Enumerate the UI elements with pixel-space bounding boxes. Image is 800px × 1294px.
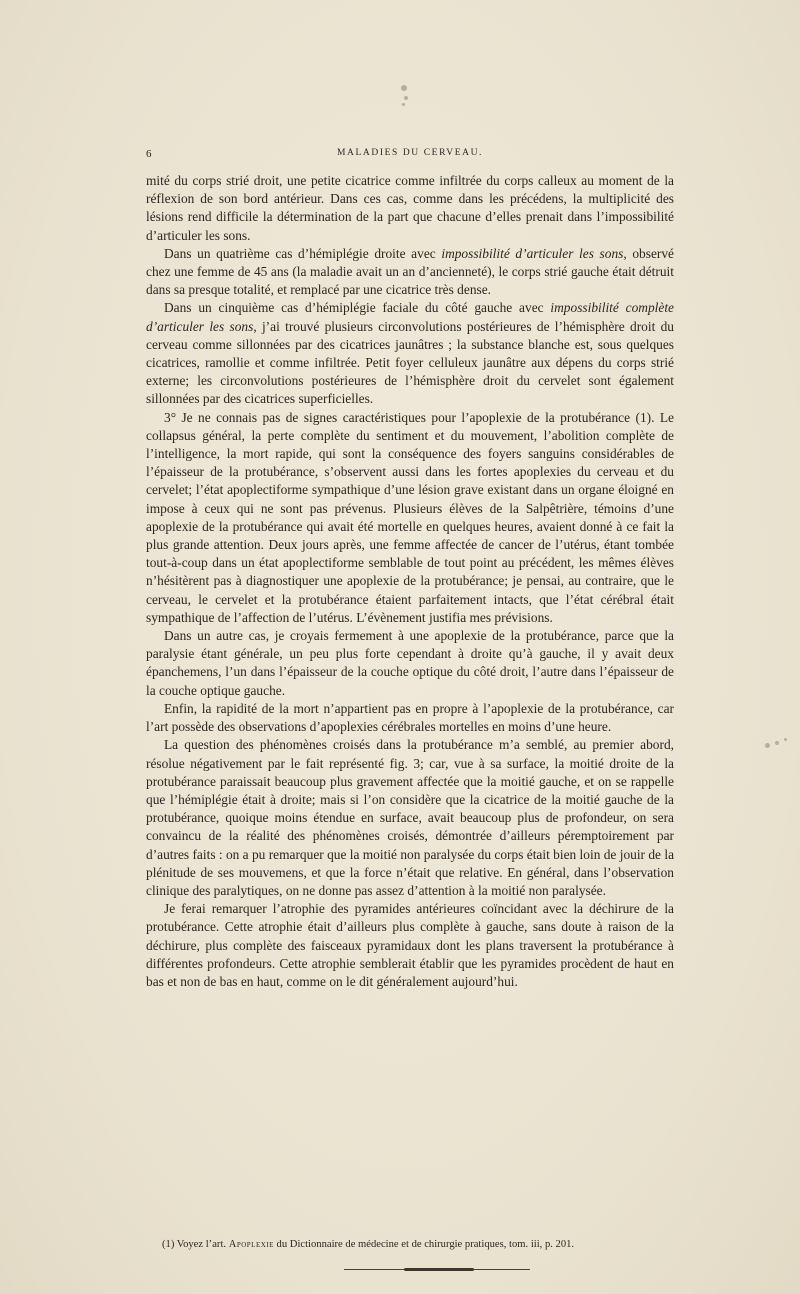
footnote-article-name: Apoplexie [228,1239,274,1250]
paragraph [146,700,674,736]
page-number: 6 [146,148,152,160]
paragraph [146,736,674,900]
paragraph [146,299,674,408]
text-run: mité du corps strié droit, une petite cicatrice comme infiltrée du corps calleux au moment de la réflexion de son bord antérieur. Dans ces cas, comme dans les précédens, la multiplicité des lésions rend difficile la détermination de la part que chacune d’elles prenait dans l’impossibilité d’articuler les sons. [146,173,674,243]
italic-phrase: impossibilité d’articuler les sons [441,245,624,261]
footnote-prefix: (1) Voyez l’art. [162,1239,229,1250]
text-run: Enfin, la rapidité de la mort n’appartient pas en propre à l’apoplexie de la protubérance, car l’art possède des observations d’apoplexies cérébrales mortelles en moins d’une heure. [146,700,674,735]
italic-phrase: impossibilité complète d’articuler les sons [146,300,674,334]
text-run: 3° Je ne connais pas de signes caractéristiques pour l’apoplexie de la protubérance (1). Le collapsus général, la perte complète du sentiment et du mouvement, l’abolition complète de l’intelligence, la mort rapide, qui sont la conséquence des foyers sanguins considérables de l’épaisseur de la protubérance, s’observent aussi dans les fortes apoplexies du cerveau et du cervelet; l’état apoplectiforme sympathique d’une lésion grave existant dans un organe éloigné en impose à ceux qui ne sont pas prévenus. Plusieurs élèves de la Salpêtrière, témoins d’une apoplexie de la protubérance qui avait été mortelle en quelques heures, avaient donné à ce fait la plus grande attention. Deux jours après, une femme affectée de cancer de l’utérus, étant tombée tout-à-coup dans un état apoplectiforme semblable de tout point au précédent, les mêmes élèves n’hésitèrent pas à diagnostiquer une apoplexie de la protubérance; je pensai, au contraire, que le cerveau, le cervelet et la protubérance étaient parfaitement intacts, que l’état cérébral était sympathique de l’affection de l’utérus. L’évènement justifia mes prévisions. [146,409,674,625]
text-run: Dans un autre cas, je croyais fermement à une apoplexie de la protubérance, parce que la paralysie étant générale, un peu plus forte cependant à droite qu’à gauche, il y avait deux épanchemens, l’un dans l’épaisseur de la couche optique du côté droit, l’autre dans l’épaisseur de la couche optique gauche. [146,628,674,698]
paragraph [146,409,674,627]
rule-swell [404,1268,474,1271]
text-run: Dans un quatrième cas d’hémiplégie droite avec [164,245,442,261]
text-run: , observé chez une femme de 45 ans (la maladie avait un an d’ancienneté), le corps strié gauche était détruit dans sa presque totalité, et remplacé par une cicatrice très dense. [146,245,674,298]
paragraph [146,245,674,300]
paragraph [146,900,674,991]
ink-spot [402,103,405,106]
text-run: , j’ai trouvé plusieurs circonvolutions postérieures de l’hémisphère droit du cerveau comme sillonnées par des cicatrices jaunâtres ; la substance blanche est, sous quelques cicatrices, ramollie et comme infiltrée. Petit foyer celluleux jaunâtre aux dépens du corps strié externe; les circonvolutions postérieures de l’hémisphère droit du cervelet sont également sillonnées par des cicatrices superficielles. [146,318,674,407]
text-run: Dans un cinquième cas d’hémiplégie faciale du côté gauche avec [164,300,551,316]
ink-spot [401,85,407,91]
ink-spot [784,738,787,741]
page-header [146,148,674,164]
text-run: Je ferai remarquer l’atrophie des pyramides antérieures coïncidant avec la déchirure de la protubérance. Cette atrophie était d’ailleurs plus complète à gauche, sans doute à raison de la déchirure, plus complète des faisceaux pyramidaux dont les plans traversent la protubérance à différentes profondeurs. Cette atrophie semblerait établir que les pyramides procèdent de haut en bas et non de bas en haut, comme on le dit généralement aujourd’hui. [146,901,674,989]
end-ornament-rule [344,1268,530,1271]
paragraph [146,627,674,700]
running-head: MALADIES DU CERVEAU. [336,148,484,158]
ink-spot [765,743,770,748]
text-run: La question des phénomènes croisés dans la protubérance m’a semblé, au premier abord, résolue négativement par le fait représenté fig. 3; car, vue à sa surface, la moitié droite de la protubérance paraissait beaucoup plus gravement affectée que la moitié gauche, et on se rappelle que l’hémiplégie était à droite; mais si l’on considère que la cicatrice de la moitié gauche de la protubérance, quoique moins étendue en surface, avait beaucoup plus de profondeur, on sera convaincu de la réalité des phénomènes croisés, démontrée d’ailleurs péremptoirement par d’autres faits : on a pu remarquer que la moitié non paralysée du corps était bien loin de jouir de la plénitude de ses mouvemens, et que la force n’était que relative. En général, dans l’observation clinique des paralytiques, on ne donne pas assez d’attention à la moitié non paralysée. [146,737,675,898]
body-text [146,172,674,991]
footnote-suffix: du Dictionnaire de médecine et de chirurgie pratiques, tom. iii, p. 201. [273,1239,575,1250]
footnote [162,1238,674,1252]
ink-spot [775,741,779,745]
ink-spot [404,96,408,100]
paragraph [146,172,674,245]
